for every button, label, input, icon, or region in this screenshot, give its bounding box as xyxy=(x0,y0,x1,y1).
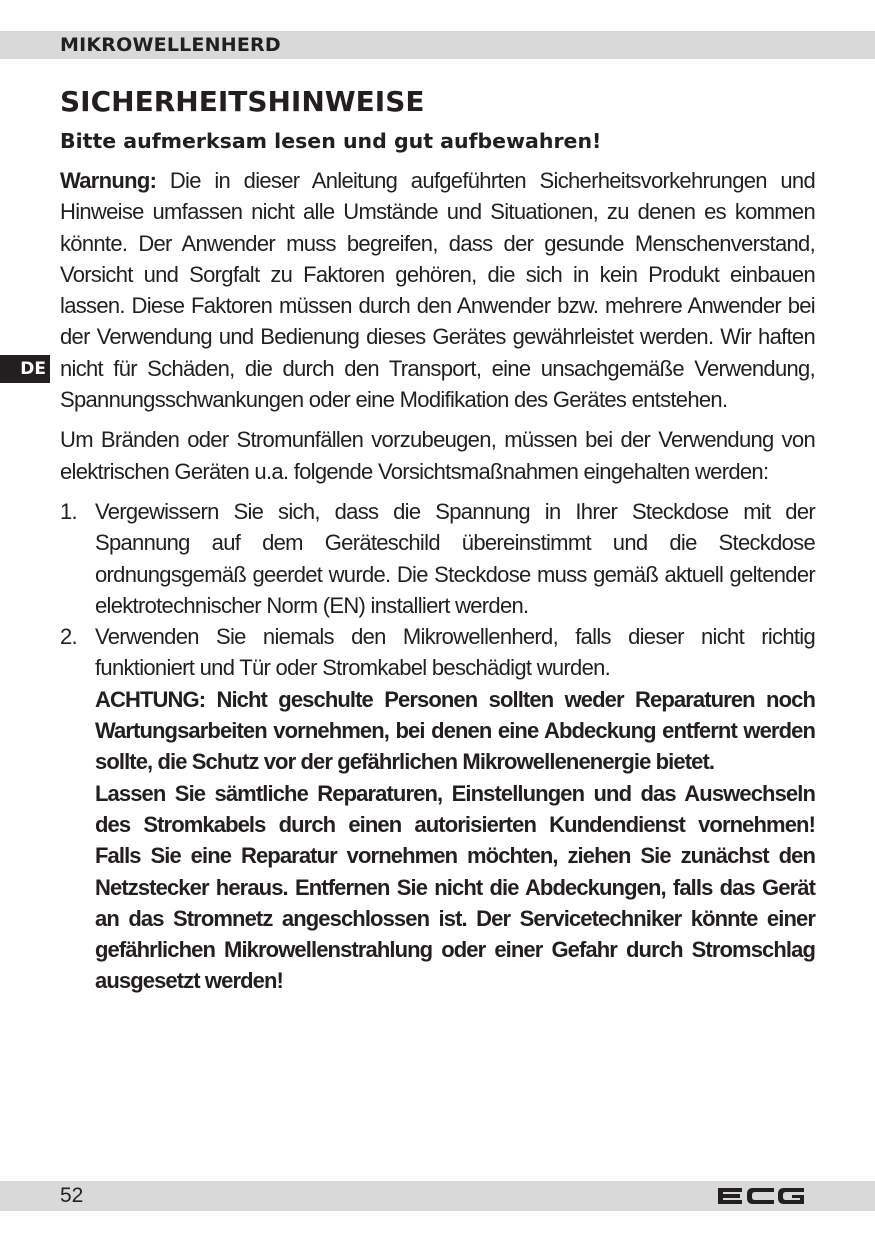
page-title: SICHERHEITSHINWEISE xyxy=(60,85,425,118)
item-number: 1. xyxy=(60,498,77,524)
safety-list xyxy=(60,496,815,997)
list-item xyxy=(60,621,815,997)
content xyxy=(60,84,815,997)
warning-label: Warnung: xyxy=(60,168,157,193)
language-tab: DE xyxy=(0,355,50,383)
item-text: Vergewissern Sie sich, dass die Spannung in Ihrer Steckdose mit der Spannung auf dem Geräteschild übereinstimmt und die Steckdose ordnungsgemäß geerdet wurde. Die Steckdose muss gemäß aktuell geltender elektrotechnischer Norm (EN) installiert werden. xyxy=(95,498,815,618)
header-title: MIKROWELLENHERD xyxy=(60,34,281,56)
ecg-logo xyxy=(716,1185,806,1207)
service-warning-text: Lassen Sie sämtliche Reparaturen, Einstellungen und das Auswechseln des Stromkabels durch einen autorisierten Kundendienst vornehmen! Falls Sie eine Reparatur vornehmen möchten, ziehen Sie zunächst den Netzstecker heraus. Entfernen Sie nicht die Abdeckungen, falls das Gerät an das Stromnetz angeschlossen ist. Der Servicetechniker könnte einer gefährlichen Mikrowellenstrahlung oder einer Gefahr durch Stromschlag ausgesetzt werden! xyxy=(95,780,815,994)
list-item xyxy=(60,496,815,621)
intro-paragraph: Um Bränden oder Stromunfällen vorzubeugen, müssen bei der Verwendung von elektrischen Geräten u.a. folgende Vorsichtsmaßnahmen eingehalten werden: xyxy=(60,427,815,484)
item-number: 2. xyxy=(60,624,77,650)
caution-text: ACHTUNG: Nicht geschulte Personen sollten weder Reparaturen noch Wartungsarbeiten vornehmen, bei denen eine Abdeckung entfernt werden sollte, die Schutz vor der gefährlichen Mikrowellenenergie bietet. xyxy=(95,686,815,775)
item-text: Verwenden Sie niemals den Mikrowellenherd, falls dieser nicht richtig funktioniert und Tür oder Stromkabel beschädigt wurden. xyxy=(95,624,815,681)
page-subtitle: Bitte aufmerksam lesen und gut aufbewahren! xyxy=(60,129,602,153)
page-number: 52 xyxy=(60,1184,84,1207)
warning-text: Die in dieser Anleitung aufgeführten Sicherheitsvorkehrungen und Hinweise umfassen nicht alle Umstände und Situationen, zu denen es kommen könnte. Der Anwender muss begreifen, dass der gesunde Menschenverstand, Vorsicht und Sorgfalt zu Faktoren gehören, die sich in kein Produkt einbauen lassen. Diese Faktoren müssen durch den Anwender bzw. mehrere Anwender bei der Verwendung und Bedienung dieses Gerätes gewährleistet werden. Wir haften nicht für Schäden, die durch den Transport, eine unsachgemäße Verwendung, Spannungsschwankungen oder eine Modifikation des Gerätes entstehen. xyxy=(60,168,815,413)
warning-paragraph xyxy=(60,165,815,415)
